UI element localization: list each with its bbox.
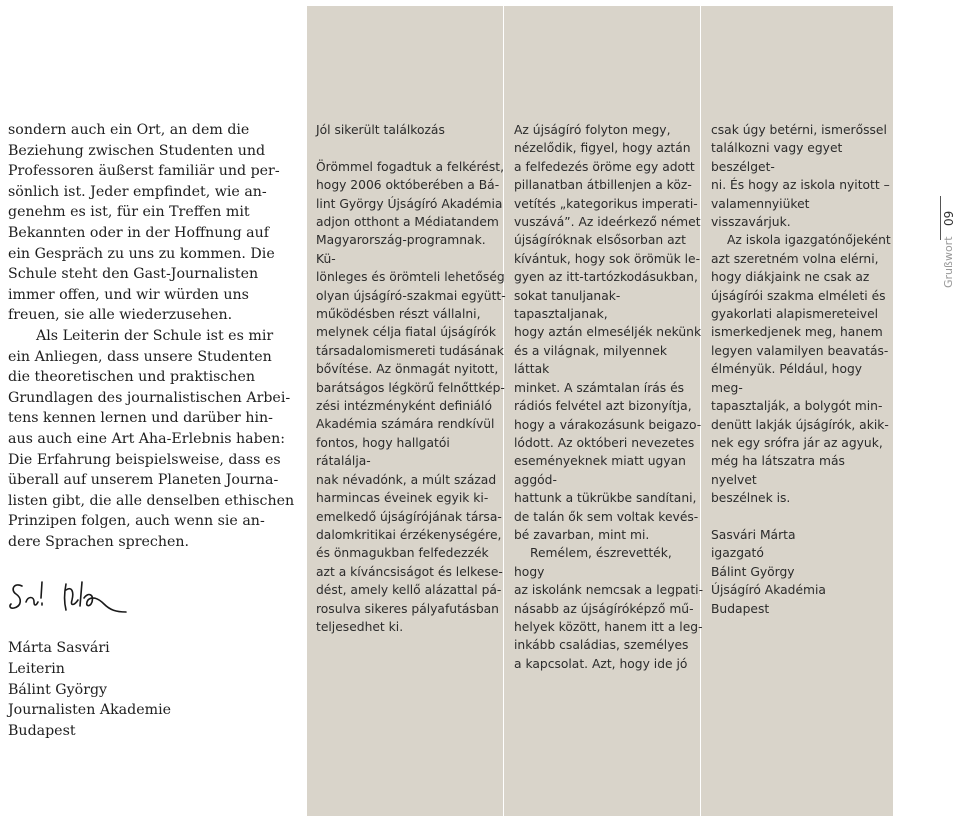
hungarian-column-1 — [316, 121, 506, 636]
hungarian-paragraph: Örömmel fogadtuk a felkérést, hogy 2006 októberében a Bá- lint György Újságíró Akadémia adjon otthont a Médiatandem Magyarország-programnak. Kü- lönleges és örömteli lehetőség olyan újságíró-szakmai együtt- működésben részt vállalni, melynek célja fiatal újságírók társadalomismereti tudásának bővítése. Az önmagát nyitott, barátságos légkörű felnőttkép- zési intézményként definiáló Akadémia számára rendkívül fontos, hogy hallgatói rátalálja- nak névadónk, a múlt század harmincas éveinek egyik ki- emelkedő újságírójának társa- dalomkritikai érzékenységére, és önmagukban felfedezzék azt a kíváncsiságot és lelkese- dést, amely kellő alázattal pá- rosulva sikeres pályafutásban teljesedhet ki. — [316, 159, 506, 634]
tab-rule — [940, 196, 941, 240]
hungarian-heading: Jól sikerült találkozás — [316, 123, 445, 137]
signer-city: Budapest — [711, 601, 770, 616]
signer-org-1: Bálint György — [8, 681, 108, 698]
hungarian-paragraph: Az iskola igazgatónőjeként azt szeretném volna elérni, hogy diákjaink ne csak az újságírói szakma elméleti és gyakorlati alapismereteivel ismerkedjenek meg, hanem legyen valamilyen beavatás- élményük. Például, hogy meg- tapasztalják, a bolygót min- denütt lakják újságírók, akik- nek egy srófra jár az agyuk, még ha látszatra más nyelvet beszélnek is. — [711, 233, 891, 506]
signer-name: Márta Sasvári — [8, 640, 110, 656]
german-text-column — [8, 120, 298, 552]
hungarian-paragraph: csak úgy betérni, ismerőssel találkozni vagy egyet beszélget- ni. És hogy az iskola nyitott – valamennyiüket visszavárjuk. — [711, 123, 890, 230]
signer-role: igazgató — [711, 546, 764, 561]
signer-org-1: Bálint György — [711, 564, 795, 579]
handwritten-signature — [8, 572, 148, 622]
signer-org-2: Újságíró Akadémia — [711, 583, 826, 598]
german-signature-block — [8, 638, 171, 742]
signer-city: Budapest — [8, 723, 76, 740]
signer-name: Sasvári Márta — [711, 527, 796, 542]
signer-role: Leiterin — [8, 660, 65, 677]
hungarian-signature-block — [711, 526, 891, 618]
hungarian-column-3 — [711, 121, 891, 618]
german-paragraph-2: Als Leiterin der Schule ist es mir ein Anliegen, dass unsere Studenten die theoretischen und praktischen Grundlagen des journalistischen Arbei- tens kennen lernen und darüber hin- aus auch eine Art Aha-Erlebnis haben: Die Erfahrung beispielsweise, dass es überall auf unserem Planeten Journa- listen gibt, die alle denselben ethischen Prinzipen folgen, auch wenn sie an- dere Sprachen sprechen. — [8, 327, 295, 550]
german-paragraph-1: sondern auch ein Ort, an dem die Beziehung zwischen Studenten und Professoren äußerst familiär und per- sönlich ist. Jeder empfindet, wie an- genehm es ist, für ein Treffen mit Bekannten oder in der Hoffnung auf ein Gespräch zu uns zu kommen. Die Schule steht den Gast-Journalisten immer offen, und wir würden uns freuen, sie alle wiederzusehen. — [8, 122, 280, 324]
section-title: Grußwort — [942, 236, 955, 288]
page-number: 09 — [942, 210, 956, 226]
hungarian-column-2 — [514, 121, 704, 673]
hungarian-paragraph: Remélem, észrevették, hogy az iskolánk nemcsak a legpati- násabb az újságíróképző mű- helyek között, hanem itt a leg- inkább családias, személyes a kapcsolat. Azt, hogy ide jó — [514, 546, 704, 671]
hungarian-paragraph: Az újságíró folyton megy, nézelődik, figyel, hogy aztán a felfedezés öröme egy adott pillanatban átbillenjen a köz- vetítés „kategorikus imperati- vuszává”. Az ideérkező német újságíróknak elsősorban azt kívántuk, hogy sok örömük le- gyen az itt-tartózkodásukban, sokat tanuljanak-tapasztaljanak, hogy aztán elmeséljék nekünk és a világnak, milyennek láttak minket. A számtalan írás és rádiós felvétel azt bizonyítja, hogy a várakozásunk beigazo- lódott. Az októberi nevezetes eseményeknek miatt ugyan aggód- hattunk a tükrükbe sandítani, de talán ők sem voltak kevés- bé zavarban, mint mi. — [514, 123, 702, 542]
signer-org-2: Journalisten Akademie — [8, 702, 172, 719]
